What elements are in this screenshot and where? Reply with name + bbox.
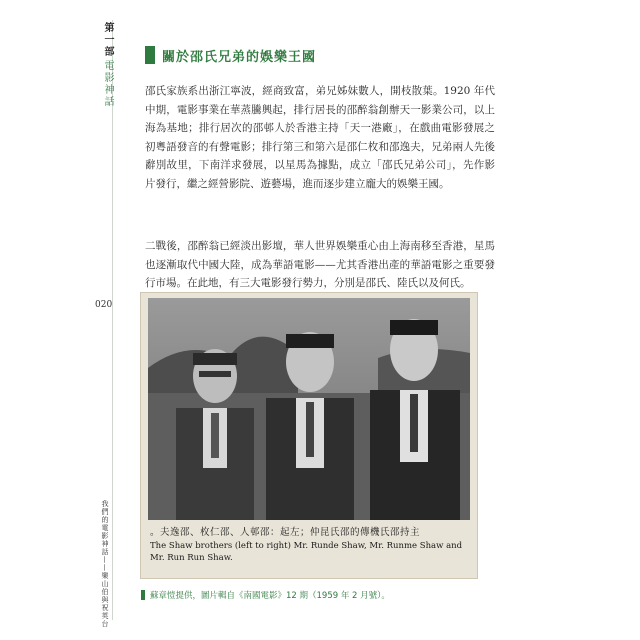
part-title: 電影神話	[102, 60, 113, 108]
section-heading: 關於邵氏兄弟的娛樂王國	[162, 50, 317, 65]
credit-marker	[141, 590, 145, 600]
photo-credit: 蘇章愷提供，圖片輯自《南國電影》12 期（1959 年 2 月號）。	[150, 591, 390, 601]
part-label: 第一部	[102, 22, 113, 58]
photo-illustration	[148, 298, 470, 520]
heading-marker	[145, 46, 155, 64]
body-paragraph-2: 二戰後，邵醉翁已經淡出影壇，華人世界娛樂重心由上海南移至香港，星馬也逐漸取代中國大陸，成為華語電影——尤其香港出產的華語電影之重要發行市場。在此地，有三大電影發行勢力，分別是邵氏、陸氏以及何氏。	[145, 240, 495, 289]
photo-caption-chinese: 。夫逸邵、枚仁邵、人邨邵：起左；仲昆氏邵的傳機氏邵持主	[150, 527, 421, 538]
photo-caption-english: The Shaw brothers (left to right) Mr. Runde Shaw, Mr. Runme Shaw and Mr. Run Run Shaw.	[150, 541, 463, 563]
running-title: 我們的電影神話——樂山伯與祝英台	[101, 500, 109, 628]
body-paragraph-1: 邵氏家族系出浙江寧波，經商致富，弟兄姊妹數人，開枝散葉。1920 年代中期，電影事業在華蒸騰興起，排行居長的邵醉翁創辦天一影業公司，以上海為基地；排行居次的邵邨人於香港主持「天一港廠」，在戲曲電影發展之初粵語發音的有聲電影；排行第三和第六是邵仁枚和邵逸夫，兄弟兩人先後辭別故里，下南洋求發展，以星馬為據點，成立「邵氏兄弟公司」，先作影片發行，繼之經營影院、遊藝場，進而逐步建立龐大的娛樂王國。	[145, 85, 495, 190]
page-number: 020	[95, 300, 113, 310]
shaw-brothers-photo	[148, 298, 470, 520]
